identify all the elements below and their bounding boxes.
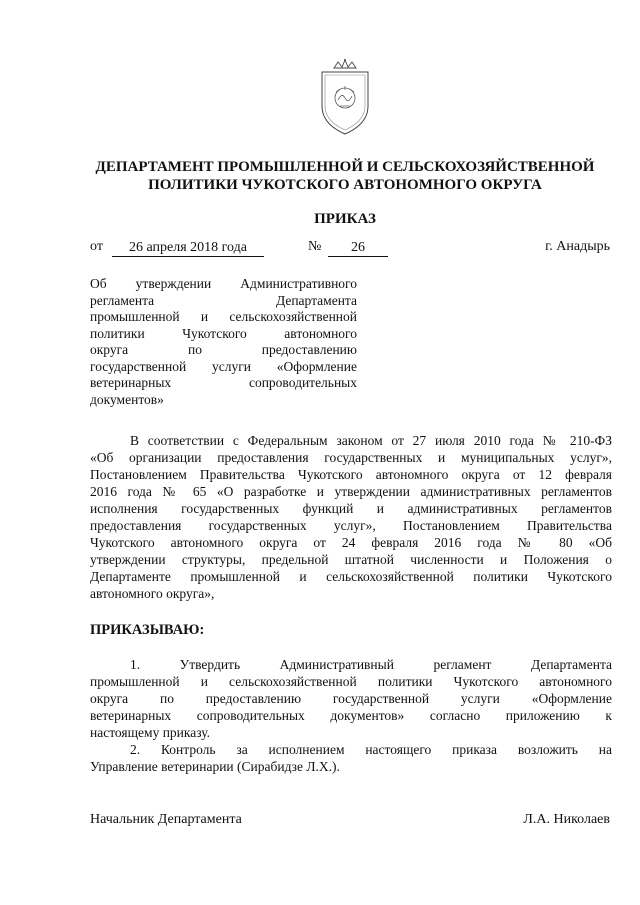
item-line: настоящему приказу. bbox=[90, 725, 211, 740]
department-title-line-2: ПОЛИТИКИ ЧУКОТСКОГО АВТОНОМНОГО ОКРУГА bbox=[148, 177, 542, 193]
subject-line: политики Чукотского автономного bbox=[90, 325, 357, 341]
subject-line: документов» bbox=[90, 391, 164, 407]
subject-line: округа по предоставлению bbox=[90, 342, 357, 357]
preamble-line: утверждении структуры, предельной штатной численности и Положения о bbox=[90, 552, 612, 567]
preamble-line: Постановлением Правительства Чукотского автономного округа от 12 февраля bbox=[90, 467, 612, 482]
date-label: от bbox=[90, 239, 103, 254]
preamble-line: «Об организации предоставления государственных и муниципальных услуг», bbox=[90, 450, 612, 465]
order-item-2 bbox=[90, 741, 612, 775]
item-line: промышленной и сельскохозяйственной политики Чукотского автономного bbox=[90, 674, 612, 689]
order-title: ПРИКАЗ bbox=[314, 211, 376, 227]
item-line: 2. Контроль за исполнением настоящего приказа возложить на bbox=[130, 742, 612, 757]
signature-position: Начальник Департамента bbox=[90, 812, 242, 827]
order-item-1 bbox=[90, 656, 612, 741]
city: г. Анадырь bbox=[545, 239, 610, 254]
department-title bbox=[80, 158, 610, 194]
order-subject bbox=[90, 276, 357, 408]
item-line: округа по предоставлению государственной услуги «Оформление bbox=[90, 691, 612, 706]
preamble-line: Департаменте промышленной и сельскохозяйственной политики Чукотского bbox=[90, 569, 612, 584]
preamble-line: предоставления государственных услуг», Постановлением Правительства bbox=[90, 518, 612, 533]
prikazyvayu-heading: ПРИКАЗЫВАЮ: bbox=[90, 622, 205, 638]
subject-line: промышленной и сельскохозяйственной bbox=[90, 309, 357, 324]
item-line: 1. Утвердить Административный регламент Департамента bbox=[130, 657, 612, 672]
order-number: 26 bbox=[328, 239, 388, 257]
number-label: № bbox=[308, 239, 322, 254]
preamble-line: Чукотского автономного округа от 24 февраля 2016 года № 80 «Об bbox=[90, 535, 612, 550]
coat-of-arms-icon bbox=[314, 58, 376, 138]
preamble-line: 2016 года № 65 «О разработке и утверждении административных регламентов bbox=[90, 484, 612, 499]
item-line: ветеринарных сопроводительных документов» согласно приложению к bbox=[90, 708, 612, 723]
order-date: 26 апреля 2018 года bbox=[112, 239, 264, 257]
preamble-paragraph bbox=[90, 432, 612, 602]
subject-line: Об утверждении Административного bbox=[90, 276, 357, 291]
subject-line: государственной услуги «Оформление bbox=[90, 358, 357, 374]
preamble-line: В соответствии с Федеральным законом от 27 июля 2010 года № 210-ФЗ bbox=[130, 433, 612, 448]
order-details-line bbox=[90, 239, 610, 259]
preamble-line: исполнения государственных функций и административных регламентов bbox=[90, 501, 612, 516]
item-line: Управление ветеринарии (Сирабидзе Л.Х.). bbox=[90, 759, 340, 774]
subject-line: ветеринарных сопроводительных bbox=[90, 375, 357, 390]
signature-name: Л.А. Николаев bbox=[523, 812, 610, 827]
preamble-line: автономного округа», bbox=[90, 586, 215, 601]
subject-line: регламента Департамента bbox=[90, 292, 357, 308]
department-title-line-1: ДЕПАРТАМЕНТ ПРОМЫШЛЕННОЙ И СЕЛЬСКОХОЗЯЙСТВЕННОЙ bbox=[95, 159, 595, 175]
